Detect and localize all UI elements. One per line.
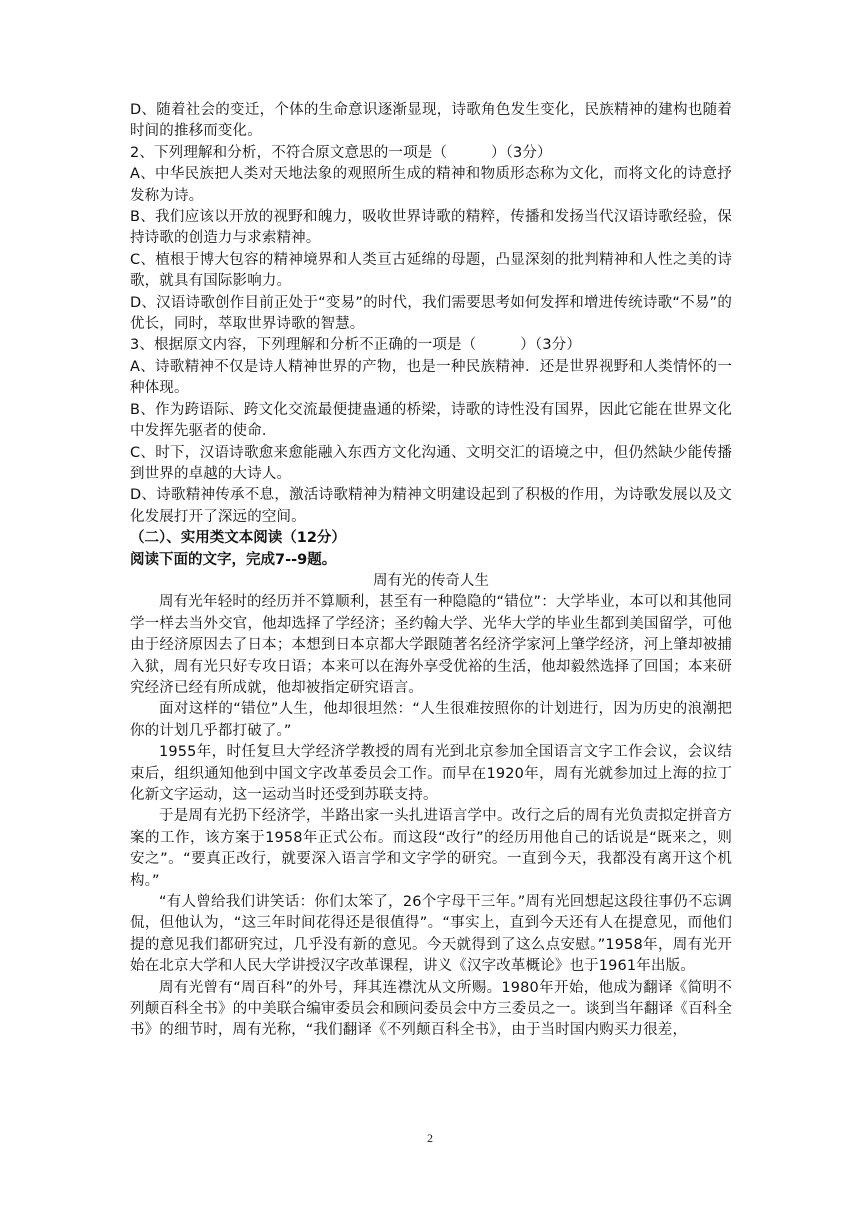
article-paragraph: 周有光曾有“周百科”的外号，拜其连襟沈从文所赐。1980年开始，他成为翻译《简明不列颠百科全书》的中美联合编审委员会和顾问委员会中方三委员之一。谈到当年翻译《百科全书》的细节时，周有光称，“我们翻译《不列颠百科全书》，由于当时国内购买力很差，: [130, 979, 732, 1039]
article-paragraph: 于是周有光扔下经济学，半路出家一头扎进语言学中。改行之后的周有光负责拟定拼音方案的工作，该方案于1958年正式公布。而这段“改行”的经历用他自己的话说是“既来之，则安之”。“要真正改行，就要深入语言学和文字学的研究。一直到今天，我都没有离开这个机构。”: [130, 808, 732, 889]
article-paragraph: 面对这样的“错位”人生，他却很坦然：“人生很难按照你的计划进行，因为历史的浪潮把你的计划几乎都打破了。”: [130, 701, 732, 739]
article-paragraph: “有人曾给我们讲笑话：你们太笨了，26个字母干三年。”周有光回想起这段往事仍不忘调侃，但他认为，“这三年时间花得还是很值得”。“事实上，直到今天还有人在提意见，而他们提的意见我们都研究过，几乎没有新的意见。今天就得到了这么点安慰。”1958年，周有光开始在北京大学和人民大学讲授汉字改革课程，讲义《汉字改革概论》也于1961年出版。: [130, 894, 732, 975]
q2-option-a: A、中华民族把人类对天地法象的观照所生成的精神和物质形态称为文化，而将文化的诗意抒发称为诗。: [130, 166, 732, 204]
q3-option-c: C、时下，汉语诗歌愈来愈能融入东西方文化沟通、文明交汇的语境之中，但仍然缺少能传播到世界的卓越的大诗人。: [130, 444, 732, 482]
q3-option-d: D、诗歌精神传承不息，激活诗歌精神为精神文明建设起到了积极的作用，为诗歌发展以及文化发展打开了深远的空间。: [130, 487, 732, 525]
q2-stem: 2、下列理解和分析，不符合原文意思的一项是（ ）（3分）: [130, 144, 552, 161]
q3-stem: 3、根据原文内容，下列理解和分析不正确的一项是（ ）（3分）: [130, 337, 581, 354]
q1-option-d: D、随着社会的变迁，个体的生命意识逐渐显现，诗歌角色发生变化，民族精神的建构也随着时间的推移而变化。: [130, 102, 732, 140]
page-number: 2: [427, 1131, 433, 1145]
section-heading: （二）、实用类文本阅读（12分）: [130, 530, 346, 547]
q3-option-b: B、作为跨语际、跨文化交流最便捷蛊通的桥梁，诗歌的诗性没有国界，因此它能在世界文化中发挥先驱者的使命．: [130, 401, 732, 440]
article-paragraph: 1955年，时任复旦大学经济学教授的周有光到北京参加全国语言文字工作会议，会议结束后，组织通知他到中国文字改革委员会工作。而早在1920年，周有光就参加过上海的拉丁化新文字运动，这一运动当时还受到苏联支持。: [130, 744, 732, 803]
q2-option-b: B、我们应该以开放的视野和魄力，吸收世界诗歌的精粹，传播和发扬当代汉语诗歌经验，保持诗歌的创造力与求索精神。: [130, 209, 732, 247]
article-title: 周有光的传奇人生: [373, 572, 489, 589]
section-instruction: 阅读下面的文字，完成7--9题。: [130, 551, 337, 568]
article-paragraph: 周有光年轻时的经历并不算顺利，甚至有一种隐隐的“错位”：大学毕业，本可以和其他同学一样去当外交官，他却选择了学经济；圣约翰大学、光华大学的毕业生都到美国留学，可他由于经济原因去了日本；本想到日本京都大学跟随著名经济学家河上肇学经济，河上肇却被捕入狱，周有光只好专攻日语；本来可以在海外享受优裕的生活，他却毅然选择了回国；本来研究经济已经有所成就，他却被指定研究语言。: [130, 594, 732, 696]
q2-option-d: D、汉语诗歌创作目前正处于“变易”的时代，我们需要思考如何发挥和增进传统诗歌“不易”的优长，同时，萃取世界诗歌的智慧。: [130, 294, 732, 333]
q2-option-c: C、植根于博大包容的精神境界和人类亘古延绵的母题，凸显深刻的批判精神和人性之美的诗歌，就具有国际影响力。: [130, 251, 732, 290]
q3-option-a: A、诗歌精神不仅是诗人精神世界的产物，也是一种民族精神．还是世界视野和人类情怀的一种体现。: [130, 358, 732, 397]
